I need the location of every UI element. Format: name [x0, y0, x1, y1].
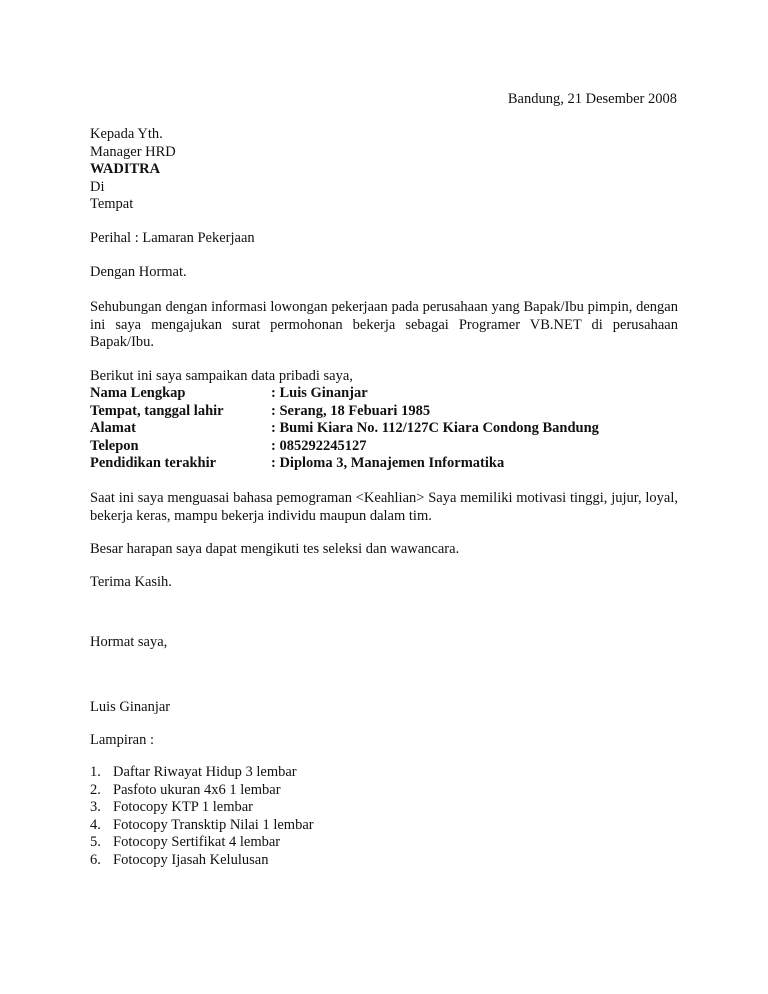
- data-value: : Bumi Kiara No. 112/127C Kiara Condong Bandung: [271, 420, 599, 436]
- attachments-label: Lampiran :: [90, 732, 155, 748]
- list-number: 4.: [90, 816, 101, 833]
- data-intro: Berikut ini saya sampaikan data pribadi saya,: [90, 368, 353, 384]
- recipient-place: Tempat: [90, 196, 134, 212]
- attachments-list: [90, 764, 678, 869]
- recipient-block: [90, 126, 678, 214]
- list-number: 5.: [90, 834, 101, 850]
- list-item: [90, 782, 678, 800]
- data-label: Pendidikan terakhir: [90, 455, 217, 471]
- data-row-phone: [90, 438, 599, 456]
- data-label: Tempat, tanggal lahir: [90, 402, 224, 419]
- intro-paragraph: Sehubungan dengan informasi lowongan pekerjaan pada perusahaan yang Bapak/Ibu pimpin, dengan ini saya mengajukan surat permohonan bekerja sebagai Programer VB.NET di perusahaan Bapak/Ibu.: [90, 299, 678, 350]
- recipient-title: Manager HRD: [90, 143, 176, 160]
- list-number: 1.: [90, 764, 101, 780]
- data-row-name: [90, 385, 599, 403]
- list-number: 6.: [90, 851, 101, 868]
- list-item: [90, 799, 678, 817]
- attachments-section: [90, 764, 678, 869]
- list-text: Pasfoto ukuran 4x6 1 lembar: [113, 781, 281, 798]
- letter-greeting: Dengan Hormat.: [90, 264, 187, 280]
- hope-paragraph: Besar harapan saya dapat mengikuti tes seleksi dan wawancara.: [90, 541, 460, 557]
- data-row-address: [90, 420, 599, 438]
- list-text: Fotocopy Ijasah Kelulusan: [113, 851, 269, 868]
- list-item: [90, 852, 678, 870]
- list-text: Daftar Riwayat Hidup 3 lembar: [113, 764, 297, 780]
- recipient-di: Di: [90, 178, 105, 195]
- data-label: Telepon: [90, 437, 139, 454]
- list-number: 3.: [90, 799, 101, 815]
- list-item: [90, 834, 678, 852]
- skills-paragraph: Saat ini saya menguasai bahasa pemograman <Keahlian> Saya memiliki motivasi tinggi, jujur, loyal, bekerja keras, mampu bekerja individu maupun dalam tim.: [90, 490, 678, 524]
- data-value: : Serang, 18 Febuari 1985: [271, 402, 431, 419]
- signature-name: Luis Ginanjar: [90, 699, 171, 715]
- recipient-salutation: Kepada Yth.: [90, 126, 163, 142]
- data-row-education: [90, 455, 599, 473]
- list-number: 2.: [90, 781, 101, 798]
- list-item: [90, 817, 678, 835]
- data-value: : 085292245127: [271, 437, 367, 454]
- list-item: [90, 764, 678, 782]
- list-text: Fotocopy KTP 1 lembar: [113, 799, 254, 815]
- personal-data-section: [90, 385, 678, 473]
- thanks-text: Terima Kasih.: [90, 574, 172, 590]
- list-text: Fotocopy Sertifikat 4 lembar: [113, 834, 281, 850]
- list-text: Fotocopy Transktip Nilai 1 lembar: [113, 816, 314, 833]
- data-label: Alamat: [90, 420, 136, 436]
- letter-date: Bandung, 21 Desember 2008: [507, 91, 677, 107]
- recipient-company: WADITRA: [90, 161, 161, 177]
- data-row-birth: [90, 403, 599, 421]
- letter-subject: Perihal : Lamaran Pekerjaan: [90, 230, 255, 246]
- data-label: Nama Lengkap: [90, 385, 186, 401]
- personal-data-table: [90, 385, 599, 473]
- closing-text: Hormat saya,: [90, 634, 168, 650]
- data-value: : Luis Ginanjar: [271, 385, 368, 401]
- data-value: : Diploma 3, Manajemen Informatika: [271, 455, 505, 471]
